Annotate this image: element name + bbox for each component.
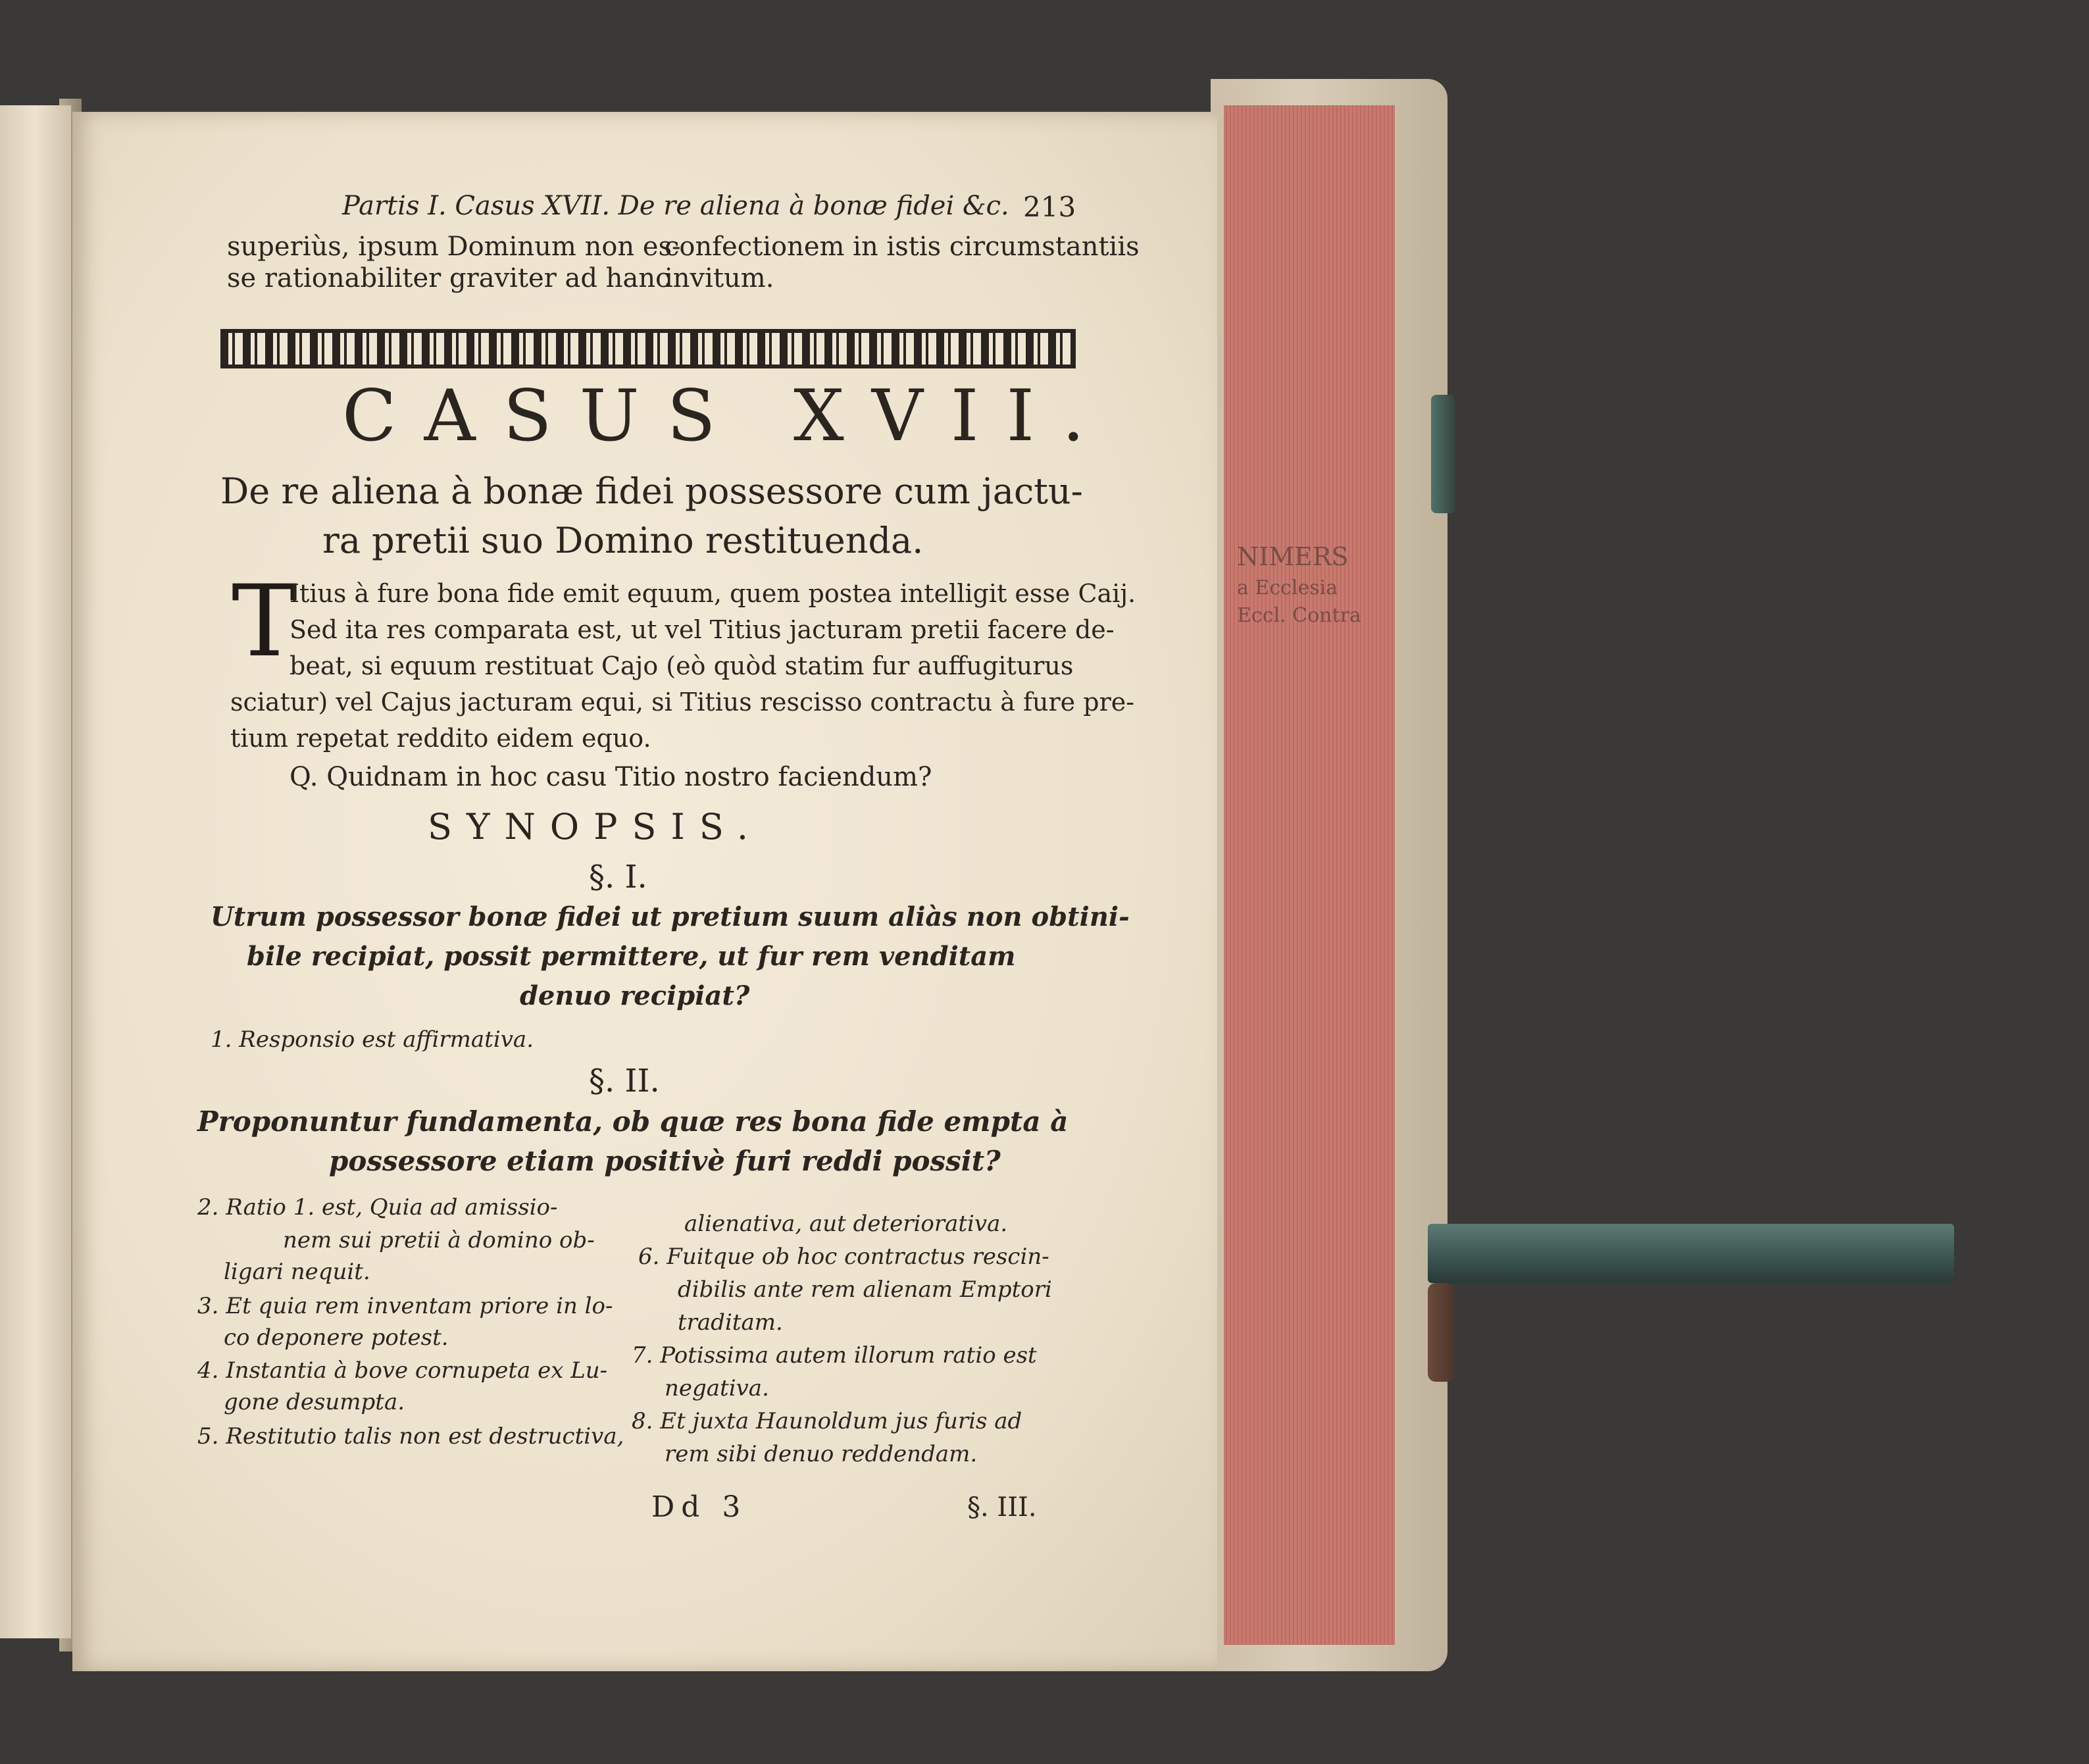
col-left-line-7: gone desumpta. (224, 1389, 405, 1415)
left-page-edge (0, 105, 71, 1638)
col-left-line-1: 2. Ratio 1. est, Quia ad amissio- (197, 1194, 558, 1221)
section-1-item: 1. Responsio est affirmativa. (211, 1026, 534, 1053)
section-1-question-2: bile recipiat, possit permittere, ut fur rem venditam (247, 941, 1016, 972)
carryover-left-2: se rationabiliter graviter ad hanc (227, 263, 670, 293)
section-2-heading: §. II. (589, 1063, 660, 1099)
section-1-question-1: Utrum possessor bonæ fidei ut pretium suum aliàs non obtini- (211, 901, 1130, 932)
col-right-line-1: alienativa, aut deteriorativa. (684, 1211, 1008, 1237)
drop-cap: T (232, 565, 298, 679)
col-right-line-4: traditam. (678, 1309, 783, 1336)
running-title: Partis I. Casus XVII. De re aliena à bonæ fidei &c. (342, 191, 1009, 221)
case-line-5: tium repetat reddito eidem equo. (230, 724, 651, 753)
spine-bleedthrough: NIMERS a Ecclesia Eccl. Contra (1237, 542, 1361, 628)
synopsis-heading: SYNOPSIS. (428, 806, 763, 847)
col-left-line-2: nem sui pretii à domino ob- (283, 1227, 595, 1253)
col-right-line-2: 6. Fuitque ob hoc contractus rescin- (638, 1244, 1049, 1270)
ornament-divider-icon (220, 329, 1076, 368)
casus-subtitle-1: De re aliena à bonæ fidei possessore cum jactu- (220, 470, 1083, 512)
col-left-line-6: 4. Instantia à bove cornupeta ex Lu- (197, 1357, 608, 1384)
section-1-question-3: denuo recipiat? (520, 980, 750, 1011)
case-line-4: sciatur) vel Cajus jacturam equi, si Titius rescisso contractu à fure pre- (230, 688, 1135, 717)
casus-subtitle-2: ra pretii suo Domino restituenda. (322, 520, 924, 561)
case-line-2: Sed ita res comparata est, ut vel Titius jacturam pretii facere de- (289, 615, 1115, 644)
carryover-right-1: confectionem in istis circumstantiis (665, 232, 1140, 262)
case-line-3: beat, si equum restituat Cajo (eò quòd statim fur auffugiturus (289, 651, 1074, 680)
col-right-line-7: 8. Et juxta Haunoldum jus furis ad (632, 1408, 1022, 1434)
catchword: §. III. (967, 1492, 1037, 1523)
carryover-right-2: invitum. (665, 263, 774, 293)
col-right-line-5: 7. Potissima autem illorum ratio est (632, 1342, 1037, 1369)
col-right-line-8: rem sibi denuo reddendam. (665, 1441, 978, 1467)
clasp-icon (1428, 1224, 1954, 1283)
col-left-line-8: 5. Restitutio talis non est destructiva, (197, 1423, 624, 1449)
clasp-pin-icon (1428, 1283, 1454, 1382)
col-left-line-3: ligari nequit. (224, 1259, 370, 1285)
casus-title: CASUS XVII. (342, 375, 1113, 457)
col-right-line-3: dibilis ante rem alienam Emptori (678, 1276, 1052, 1303)
clasp-upper-icon (1431, 395, 1455, 513)
case-question: Q. Quidnam in hoc casu Titio nostro faciendum? (289, 762, 932, 792)
case-line-1: Itius à fure bona fide emit equum, quem postea intelligit esse Caij. (289, 579, 1136, 608)
red-page-edges (1224, 105, 1395, 1645)
section-2-question-2: possessore etiam positivè furi reddi possit? (329, 1145, 1001, 1177)
section-2-question-1: Proponuntur fundamenta, ob quæ res bona fide empta à (197, 1105, 1069, 1138)
section-1-heading: §. I. (589, 859, 647, 895)
signature-mark: Dd 3 (651, 1490, 747, 1524)
col-right-line-6: negativa. (665, 1375, 769, 1401)
col-left-line-5: co deponere potest. (224, 1324, 449, 1351)
col-left-line-4: 3. Et quia rem inventam priore in lo- (197, 1293, 613, 1319)
page-number: 213 (1023, 191, 1076, 223)
carryover-left-1: superiùs, ipsum Dominum non es- (227, 232, 681, 262)
